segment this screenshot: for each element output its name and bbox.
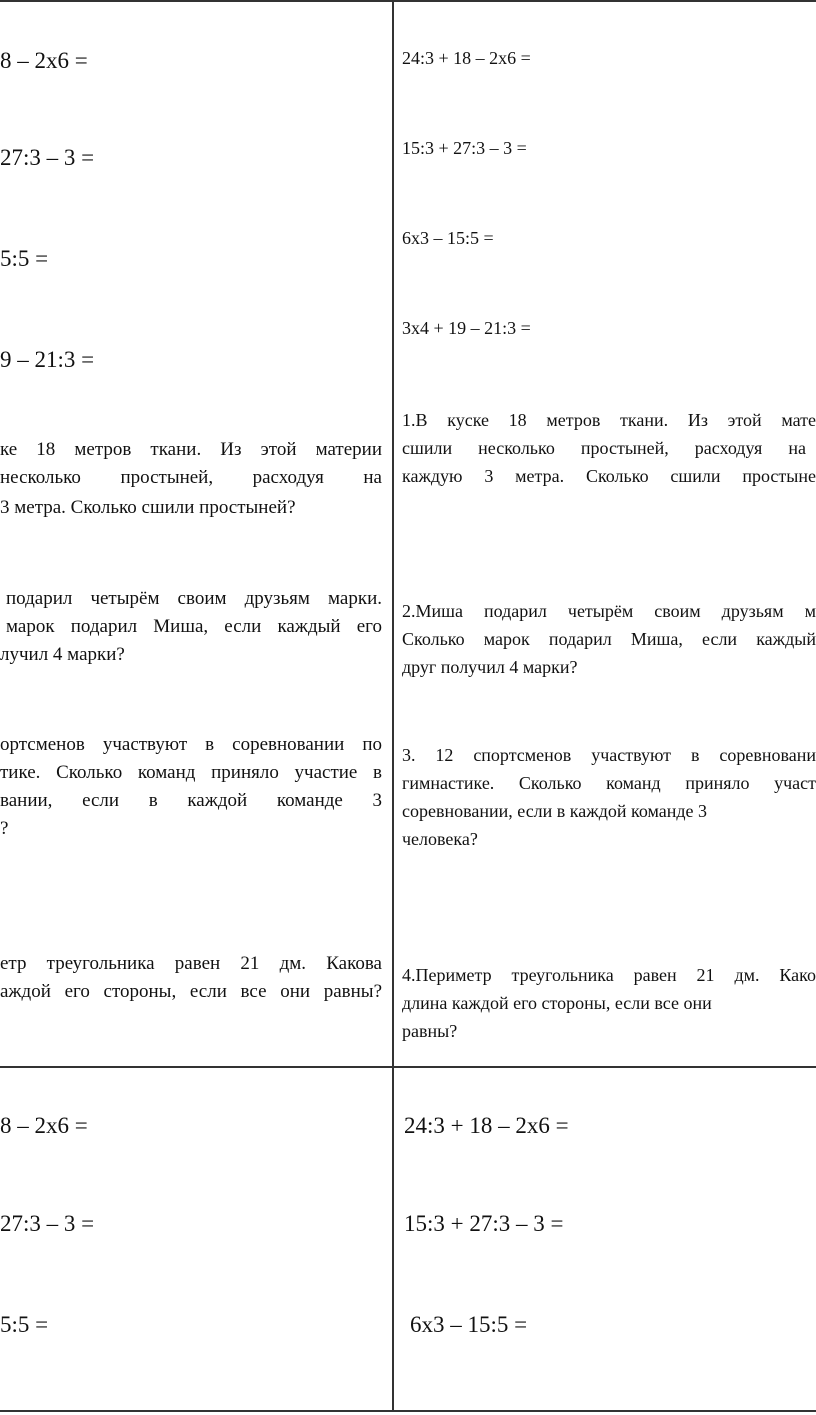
task-line: етр треугольника равен 21 дм. Какова [0,953,382,974]
expression: 15:3 + 27:3 – 3 = [404,1211,564,1236]
expression: 27:3 – 3 = [0,1211,95,1236]
task-line: сшили несколько простыней, расходуя на [402,438,806,458]
task-line: человека? [402,829,478,849]
task-line: длина каждой его стороны, если все они [402,993,712,1013]
expression: 5:5 = [0,246,49,271]
task-line: 2.Миша подарил четырём своим друзьям м [402,601,816,621]
task-line: гимнастике. Сколько команд приняло участ [402,773,816,793]
task-line: друг получил 4 марки? [402,657,578,677]
task-line: марок подарил Миша, если каждый его [6,616,382,637]
expression: 9 – 21:3 = [0,347,95,372]
expression: 6x3 – 15:5 = [410,1312,528,1337]
task-line: 3 метра. Сколько сшили простыней? [0,497,296,518]
task-line: 1.В куске 18 метров ткани. Из этой мате [402,410,816,430]
table-bottom-border [0,1410,816,1412]
expression: 6x3 – 15:5 = [402,228,494,248]
column-divider [392,0,394,1412]
task-line: ортсменов участвуют в соревновании по [0,734,382,755]
expression: 8 – 2x6 = [0,48,88,73]
task-line: лучил 4 марки? [0,644,125,665]
task-line: равны? [402,1021,458,1041]
task-line: соревновании, если в каждой команде 3 [402,801,708,821]
task-line: подарил четырём своим друзьям марки. [6,588,382,609]
table-top-border [0,0,816,2]
task-line: вании, если в каждой команде 3 [0,790,382,811]
task-line: 3. 12 спортсменов участвуют в соревновани [402,745,816,765]
expression: 15:3 + 27:3 – 3 = [402,138,527,158]
task-line: ке 18 метров ткани. Из этой материи [0,439,382,460]
task-line: каждую 3 метра. Сколько сшили простыне [402,466,816,486]
expression: 24:3 + 18 – 2x6 = [404,1113,569,1138]
task-line: несколько простыней, расходуя на [0,467,382,488]
expression: 8 – 2x6 = [0,1113,88,1138]
row-divider [0,1066,816,1068]
expression: 24:3 + 18 – 2x6 = [402,48,531,68]
expression: 5:5 = [0,1312,49,1337]
task-line: тике. Сколько команд приняло участие в [0,762,382,783]
expression: 27:3 – 3 = [0,145,95,170]
task-line: ? [0,818,9,839]
task-line: аждой его стороны, если все они равны? [0,981,382,1002]
task-line: Сколько марок подарил Миша, если каждый [402,629,816,649]
expression: 3x4 + 19 – 21:3 = [402,318,531,338]
task-line: 4.Периметр треугольника равен 21 дм. Како [402,965,816,985]
